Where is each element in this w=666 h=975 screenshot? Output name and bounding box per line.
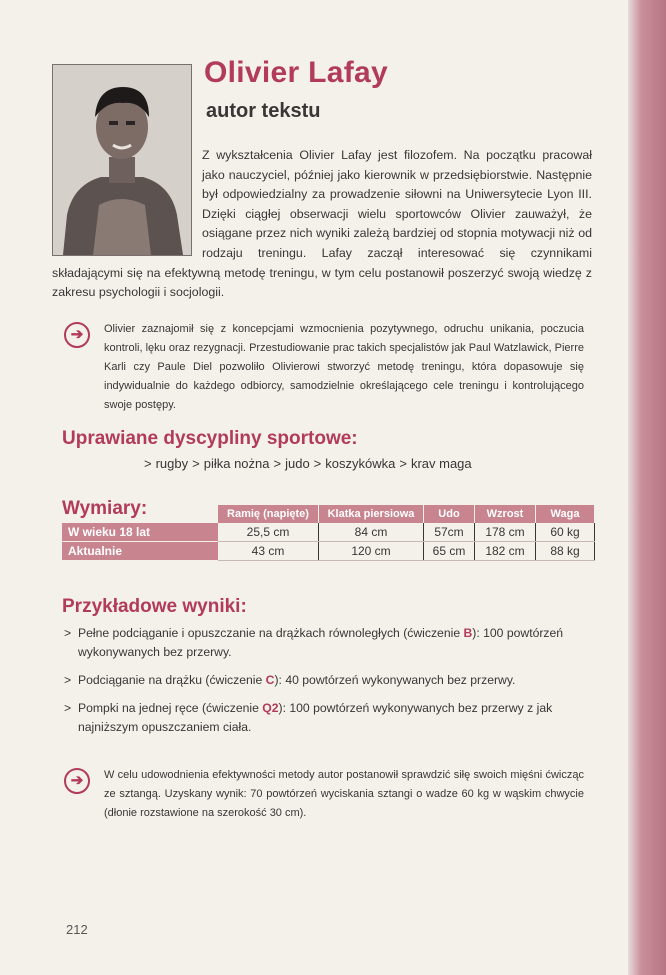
table-cell: 120 cm <box>319 542 424 561</box>
table-cell: 57cm <box>424 523 475 542</box>
sport-item: rugby <box>155 456 189 471</box>
page-subtitle: autor tekstu <box>206 100 321 122</box>
table-corner <box>62 505 218 523</box>
table-cell: 65 cm <box>424 542 475 561</box>
page-edge <box>628 0 666 975</box>
column-header: Klatka piersiowa <box>319 505 424 523</box>
column-header: Ramię (napięte) <box>218 505 319 523</box>
table-cell: 178 cm <box>475 523 536 542</box>
info-note-text: Olivier zaznajomił się z koncepcjami wzmocnienia pozytywnego, odruchu unikania, poczucia kontroli, lęku oraz rezygnacji. Przestudiowanie prac takich specjalistów jak Paul Watzlawick, Pierre Karli czy Paule Diel pozwoliło Olivierowi stworzyć metodę treningu, która dopasowuje się indywidualnie do każdego odbiorcy, samodzielnie określającego cele treningu i kontrolującego swoje postępy. <box>104 323 584 411</box>
exercise-code: C <box>265 673 275 687</box>
table-cell: 84 cm <box>319 523 424 542</box>
row-label: Aktualnie <box>62 542 218 561</box>
sport-item: judo <box>285 456 310 471</box>
list-bullet: > <box>64 701 72 715</box>
results-list <box>64 624 600 746</box>
row-label: W wieku 18 lat <box>62 523 218 542</box>
list-item: > Pompki na jednej ręce (ćwiczenie Q2): 100 powtórzeń wykonywanych bez przerwy z jak najniższym opuszczaniem ciała. <box>64 701 553 734</box>
table-row <box>62 542 595 561</box>
bio-text: Z wykształcenia Olivier Lafay jest filozofem. Na początku pracował jako nauczyciel, później jako kierownik w przedsiębiorstwie. Następnie był odpowiedzialny za prowadzenie siłowni na Uniwersytecie Lyon III. Dzięki ciągłej obserwacji wielu sportowców Olivier zauważył, że osiągane przez nich wyniki zależą bardziej od stopnia motywacji niż od rodzaju treningu. Lafay zaczął interesować się czynnikami składającymi się na efektywną metodę treningu, w tym celu postanowił poszerzyć swoją wiedzę z zakresu psychologii i socjologii. <box>52 148 592 300</box>
sport-item: koszykówka <box>325 456 396 471</box>
sport-item: piłka nożna <box>203 456 270 471</box>
list-separator: > <box>273 456 282 471</box>
bio-paragraph <box>52 146 592 303</box>
sports-heading: Uprawiane dyscypliny sportowe: <box>62 428 358 449</box>
list-separator: > <box>144 456 152 471</box>
table-cell: 60 kg <box>536 523 595 542</box>
results-heading: Przykładowe wyniki: <box>62 596 247 617</box>
info-note-methods <box>64 320 584 415</box>
list-separator: > <box>399 456 407 471</box>
table-header-row <box>62 505 595 523</box>
list-item: > Pełne podciąganie i opuszczanie na drążkach równoległych (ćwiczenie B): 100 powtórzeń wykonywanych bez przerwy. <box>64 626 564 659</box>
column-header: Waga <box>536 505 595 523</box>
table-cell: 182 cm <box>475 542 536 561</box>
page-number: 212 <box>66 922 88 937</box>
table-cell: 88 kg <box>536 542 595 561</box>
list-bullet: > <box>64 673 72 687</box>
column-header: Wzrost <box>475 505 536 523</box>
arrow-right-circle-icon: ➔ <box>64 768 90 794</box>
arrow-right-circle-icon: ➔ <box>64 322 90 348</box>
sports-list <box>104 456 472 471</box>
table-cell: 25,5 cm <box>218 523 319 542</box>
dimensions-table <box>62 505 595 561</box>
info-note-strength-test <box>64 766 584 823</box>
list-item: > Podciąganie na drążku (ćwiczenie C): 40 powtórzeń wykonywanych bez przerwy. <box>64 671 600 690</box>
exercise-code: Q2 <box>262 701 279 715</box>
list-bullet: > <box>64 626 72 640</box>
table-cell: 43 cm <box>218 542 319 561</box>
info-note-text: W celu udowodnienia efektywności metody autor postanowił sprawdzić siłę swoich mięśni ćwicząc ze sztangą. Uzyskany wynik: 70 powtórzeń wyciskania sztangi o wadze 60 kg w wąskim chwycie (dłonie rozstawione na szerokość 30 cm). <box>104 769 584 819</box>
list-separator: > <box>192 456 200 471</box>
table-row <box>62 523 595 542</box>
sport-item: krav maga <box>410 456 472 471</box>
exercise-code: B <box>463 626 473 640</box>
dimensions-heading: Wymiary: <box>62 498 148 519</box>
column-header: Udo <box>424 505 475 523</box>
page-title: Olivier Lafay <box>204 56 388 89</box>
list-separator: > <box>313 456 322 471</box>
